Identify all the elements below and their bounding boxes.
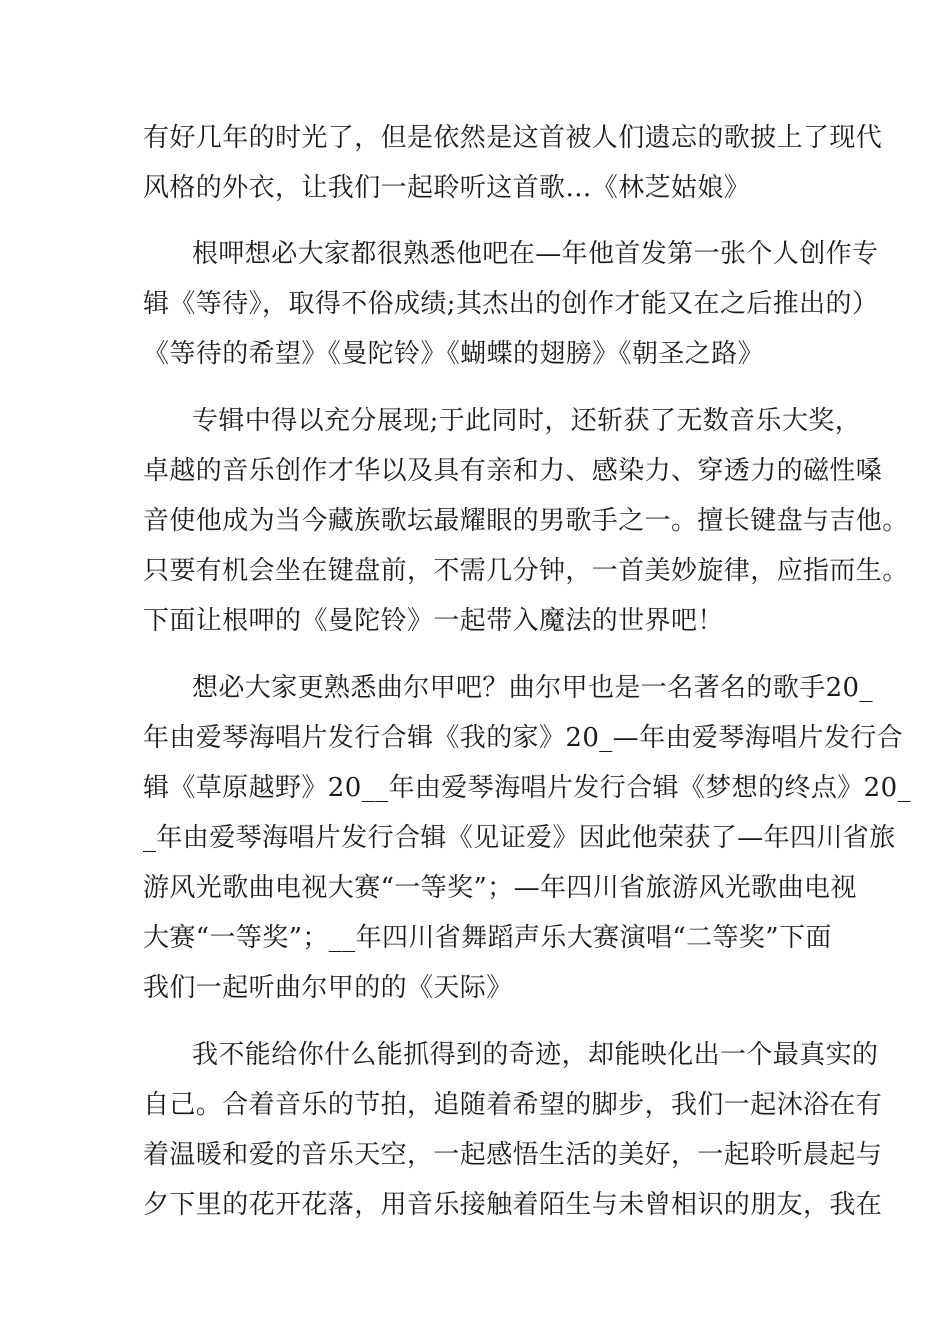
text-line: 自己。合着音乐的节拍，追随着希望的脚步，我们一起沐浴在有 xyxy=(143,1090,883,1120)
text-line: 只要有机会坐在键盘前，不需几分钟，一首美妙旋律，应指而生。 xyxy=(143,556,909,586)
text-line: 根呷想必大家都很熟悉他吧在—年他首发第一张个人创作专 xyxy=(192,239,879,269)
text-line: 风格的外衣，让我们一起聆听这首歌…《林芝姑娘》 xyxy=(143,173,751,203)
text-line: 卓越的音乐创作才华以及具有亲和力、感染力、穿透力的磁性嗓 xyxy=(143,456,883,486)
text-line: 音使他成为当今藏族歌坛最耀眼的男歌手之一。擅长键盘与吉他。 xyxy=(143,506,909,536)
text-line: 《等待的希望》《曼陀铃》《蝴蝶的翅膀》《朝圣之路》 xyxy=(143,339,765,369)
text-line: 下面让根呷的《曼陀铃》一起带入魔法的世界吧！ xyxy=(143,606,724,636)
text-line: _年由爱琴海唱片发行合辑《见证爱》因此他荣获了—年四川省旅 xyxy=(143,823,896,853)
text-line: 我们一起听曲尔甲的的《天际》 xyxy=(143,973,513,1003)
text-line: 我不能给你什么能抓得到的奇迹，却能映化出一个最真实的 xyxy=(192,1040,879,1070)
text-line: 辑《草原越野》20__年由爱琴海唱片发行合辑《梦想的终点》20_ xyxy=(143,773,911,803)
text-line: 游风光歌曲电视大赛“一等奖”；—年四川省旅游风光歌曲电视 xyxy=(143,873,857,903)
text-line: 夕下里的花开花落，用音乐接触着陌生与未曾相识的朋友，我在 xyxy=(143,1190,883,1220)
text-line: 年由爱琴海唱片发行合辑《我的家》20_—年由爱琴海唱片发行合 xyxy=(143,723,904,753)
text-line: 有好几年的时光了，但是依然是这首被人们遗忘的歌披上了现代 xyxy=(143,123,883,153)
text-line: 辑《等待》，取得不俗成绩;其杰出的创作才能又在之后推出的） xyxy=(143,289,879,319)
text-line: 大赛“一等奖”；__年四川省舞蹈声乐大赛演唱“二等奖”下面 xyxy=(143,923,832,953)
text-line: 着温暖和爱的音乐天空，一起感悟生活的美好，一起聆听晨起与 xyxy=(143,1140,883,1170)
text-line: 想必大家更熟悉曲尔甲吧？曲尔甲也是一名著名的歌手20_ xyxy=(192,673,873,703)
text-line: 专辑中得以充分展现;于此同时，还斩获了无数音乐大奖， xyxy=(192,406,862,436)
